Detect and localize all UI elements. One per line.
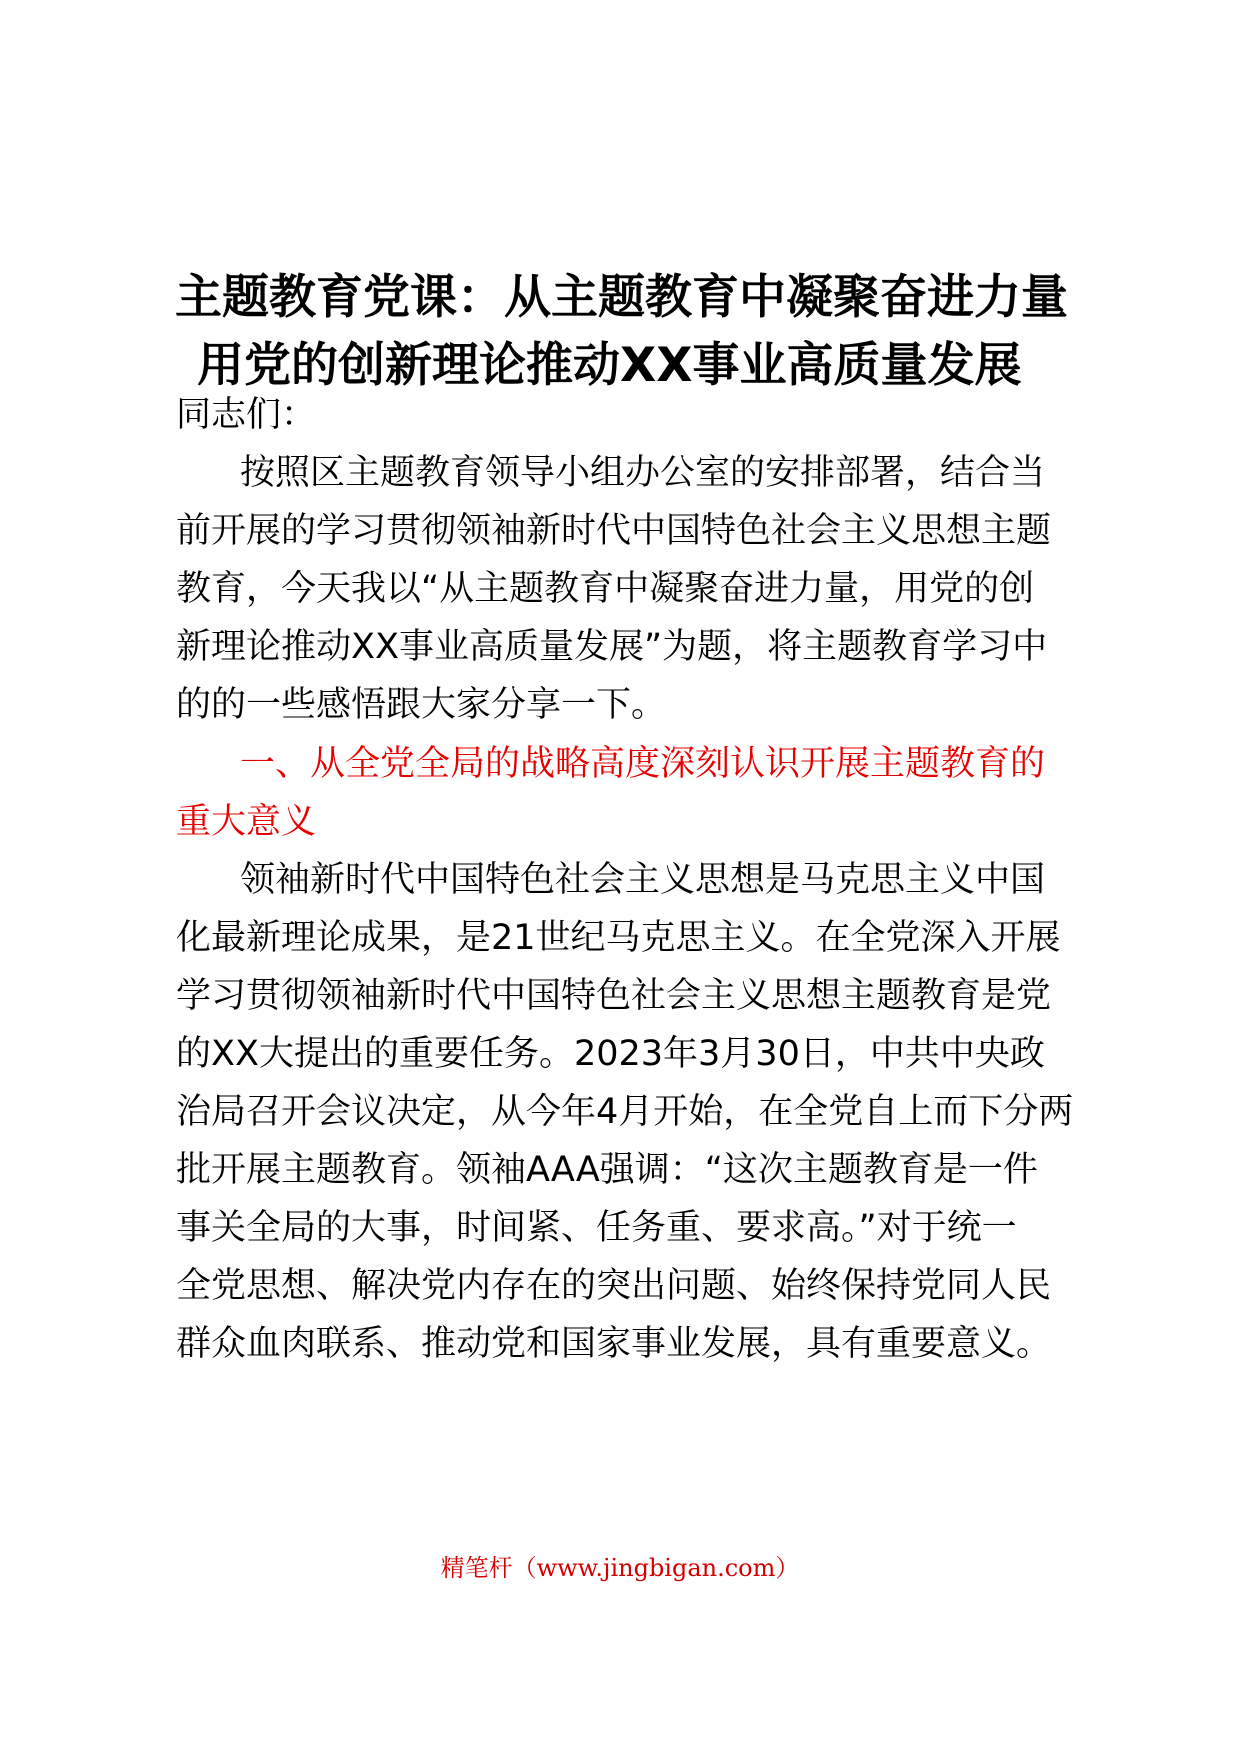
paragraph-2-line-2: 化最新理论成果，是21世纪马克思主义。在全党深入开展: [176, 918, 1061, 958]
document-title-line-1: 主题教育党课：从主题教育中凝聚奋进力量: [175, 270, 1068, 325]
paragraph-2-line-8: 全党思想、解决党内存在的突出问题、始终保持党同人民: [176, 1266, 1052, 1306]
paragraph-1-line-1: 按照区主题教育领导小组办公室的安排部署，结合当: [240, 453, 1046, 493]
footer-watermark-link[interactable]: 精笔杆（www.jingbigan.com）: [440, 1554, 800, 1582]
paragraph-2-line-4: 的XX大提出的重要任务。2023年3月30日，中共中央政: [176, 1034, 1045, 1074]
paragraph-2-line-5: 治局召开会议决定，从今年4月开始，在全党自上而下分两: [176, 1092, 1074, 1132]
section-heading-1-line-2: 重大意义: [176, 802, 317, 842]
paragraph-2-line-9: 群众血肉联系、推动党和国家事业发展，具有重要意义。: [176, 1324, 1052, 1364]
paragraph-1-line-3: 教育，今天我以“从主题教育中凝聚奋进力量，用党的创: [176, 569, 1035, 609]
paragraph-1-line-2: 前开展的学习贯彻领袖新时代中国特色社会主义思想主题: [176, 511, 1052, 551]
document-title-line-2: 用党的创新理论推动XX事业高质量发展: [197, 338, 1022, 393]
greeting: 同志们：: [176, 395, 317, 435]
paragraph-2-line-7: 事关全局的大事，时间紧、任务重、要求高。”对于统一: [176, 1208, 1017, 1248]
section-heading-1-line-1: 一、从全党全局的战略高度深刻认识开展主题教育的: [240, 744, 1046, 784]
paragraph-2-line-1: 领袖新时代中国特色社会主义思想是马克思主义中国: [240, 860, 1046, 900]
paragraph-1-line-5: 的的一些感悟跟大家分享一下。: [176, 685, 667, 725]
paragraph-2-line-6: 批开展主题教育。领袖AAA强调：“这次主题教育是一件: [176, 1150, 1038, 1190]
paragraph-2-line-3: 学习贯彻领袖新时代中国特色社会主义思想主题教育是党: [176, 976, 1052, 1016]
paragraph-1-line-4: 新理论推动XX事业高质量发展”为题，将主题教育学习中: [176, 627, 1048, 667]
